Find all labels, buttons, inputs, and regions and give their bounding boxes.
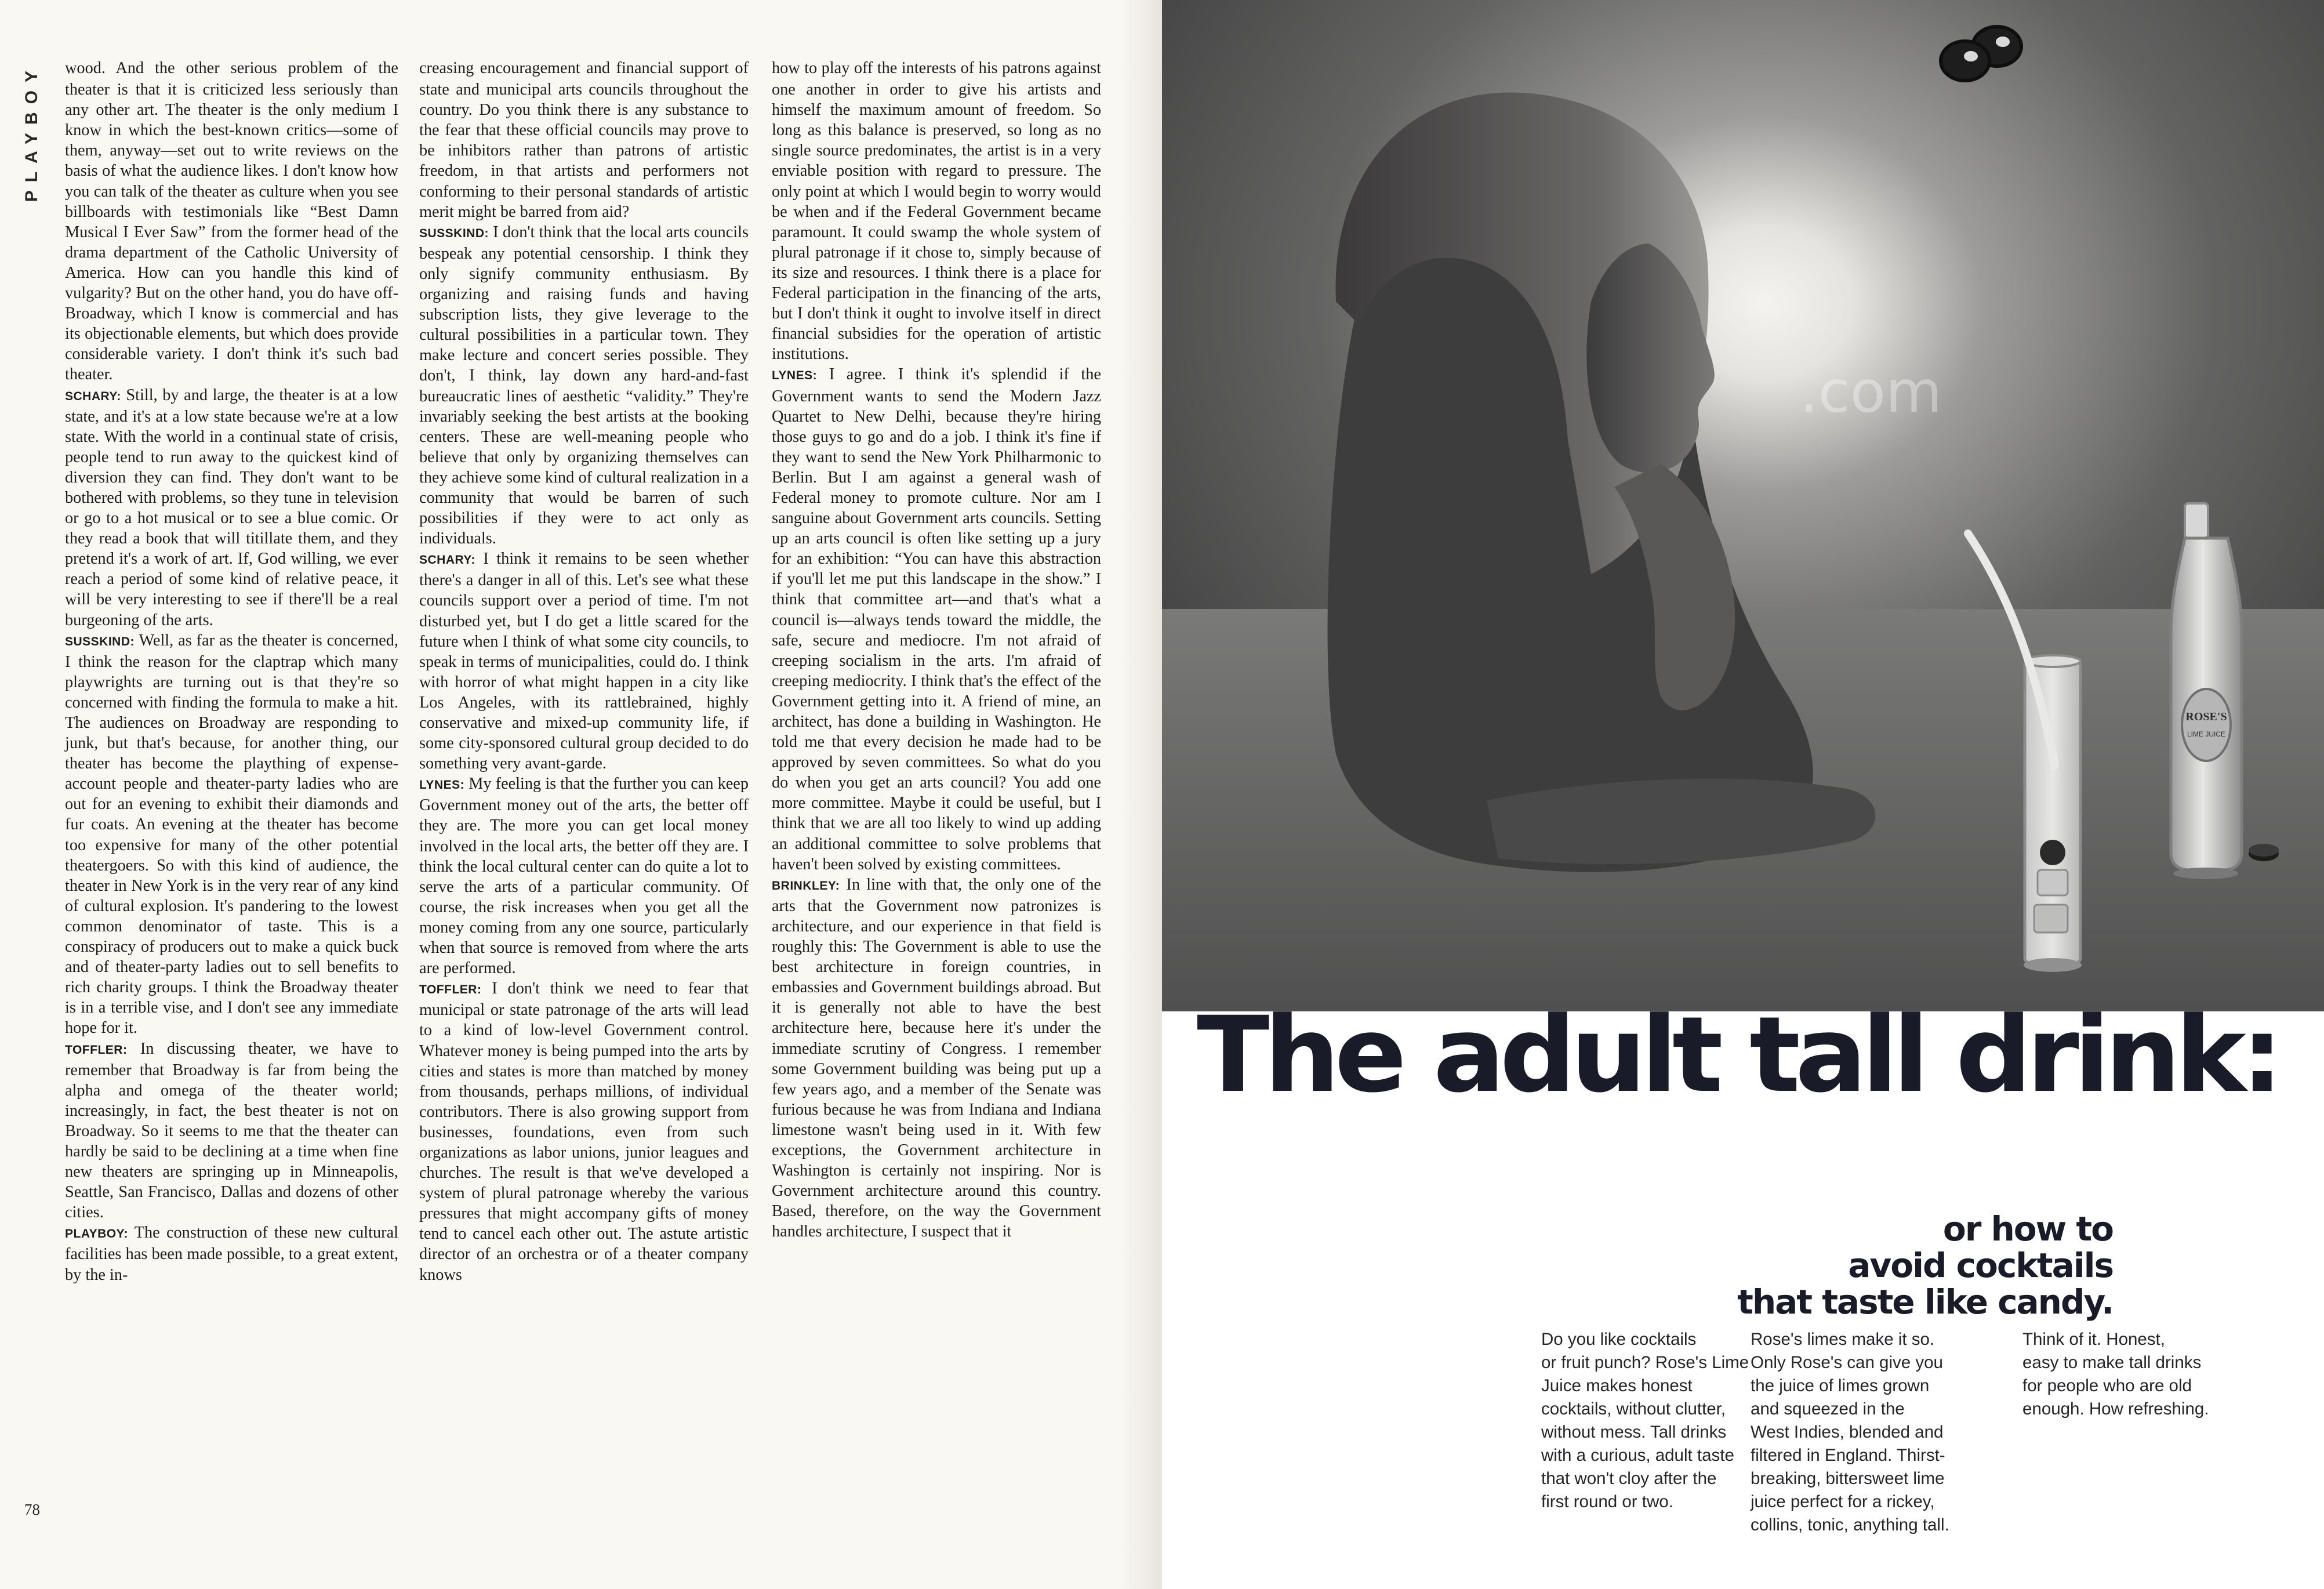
ad-body-column-1 — [1541, 1328, 1749, 1514]
subhead-line: or how to — [1942, 1209, 2113, 1249]
gutter-shadow — [1119, 0, 1164, 1589]
paragraph — [65, 58, 398, 385]
speaker-label: SCHARY: — [419, 553, 475, 567]
speaker-label: SUSSKIND: — [65, 634, 135, 648]
speaker-label: SUSSKIND: — [419, 226, 489, 240]
paragraph — [419, 58, 749, 222]
paragraph — [65, 1039, 398, 1223]
paragraph — [772, 58, 1101, 364]
body-line: that won't cloy after the — [1541, 1469, 1717, 1488]
speaker-label: BRINKLEY: — [772, 879, 840, 893]
paragraph-text: Well, as far as the theater is concerned, I think the reason for the claptrap which many playwrights are turning out is that they're so concerned with finding the formula to make a hit. The audiences on Broadway are responding to junk, but that's because, for another thing, our theater has become the plaything of expense-account people and theater-party ladies who are out for an evening to exhibit their diamonds and fur coats. An evening at the theater has become too expensive for many of the other potential theatergoers. So with this kind of audience, the theater in New York is in the very rear of any kind of cultural explosion. It's pandering to the lowest common denominator of taste. This is a conspiracy of producers out to make a quick buck and of theater-party ladies out to sell benefits to rich charity groups. I think the Broadway theater is in a terrible vise, and I don't see any immediate hope for it. — [65, 631, 398, 1037]
page-number: 78 — [24, 1501, 40, 1518]
body-line: Only Rose's can give you — [1751, 1353, 1943, 1372]
body-line: for people who are old — [2022, 1376, 2192, 1395]
speaker-label: SCHARY: — [65, 389, 121, 403]
body-line: enough. How refreshing. — [2022, 1399, 2209, 1419]
subhead-line: that taste like candy. — [1737, 1282, 2113, 1322]
paragraph — [65, 1222, 398, 1285]
body-line: juice perfect for a rickey, — [1751, 1492, 1935, 1511]
body-line: breaking, bittersweet lime — [1751, 1469, 1945, 1488]
speaker-label: LYNES: — [419, 778, 465, 792]
roses-lime-juice-bottle — [2171, 503, 2242, 879]
body-line: Think of it. Honest, — [2022, 1330, 2165, 1349]
paragraph-text: Still, by and large, the theater is at a low state, and it's at a low state because we're at a low state. With the world in a continual state of crisis, people tend to run away to the quickest kind of diversion they can find. They don't want to be bothered with problems, so they tune in television or go to a hot musical or to see a blue comic. Or they read a book that will titillate them, and they pretend it's a work of art. If, God willing, we ever reach a period of some kind of relative peace, it will be very interesting to see if there'll be a real burgeoning of the arts. — [65, 386, 398, 629]
paragraph — [419, 549, 749, 774]
body-line: first round or two. — [1541, 1492, 1673, 1511]
body-line: with a curious, adult taste — [1541, 1446, 1734, 1465]
body-line: cocktails, without clutter, — [1541, 1399, 1726, 1419]
bottle-brand: ROSE'S — [2185, 710, 2227, 723]
paragraph-text: I think it remains to be seen whether there's a danger in all of this. Let's see what these councils support over a period of time. I'm not disturbed yet, but I do get a little scared for the future when I think of what some city councils, to speak in terms of municipalities, could do. I think with horror of what might happen in a city like Los Angeles, with its rattlebrained, highly conservative and mixed-up community life, if some city-sponsored cultural group decided to do something very avant-garde. — [419, 550, 749, 773]
watermark: .com — [1800, 358, 1942, 426]
paragraph-text: In line with that, the only one of the arts that the Government now patronizes is architecture, and our experience in that field is roughly this: The Government is able to use the best architecture in foreign countries, in embassies and Government buildings abroad. But it is generally not able to have the best architecture here, because here it's under the immediate scrutiny of Congress. I remember some Government building was being put up a few years ago, and a member of the Senate was furious because he was from Indiana and Indiana limestone wasn't being used in it. With few exceptions, the Government architecture in Washington is certainly not inspiring. Nor is Government architecture around this country. Based, therefore, on the way the Government handles architecture, I suspect that it — [772, 875, 1101, 1241]
paragraph-text: creasing encouragement and financial support of state and municipal arts councils throughout the country. Do you think there is any substance to the fear that these official councils may prove to be inhibitors rather than patrons of artistic freedom, in that artists and performers not conforming to their personal standards of artistic merit might be barred from aid? — [419, 59, 749, 221]
paragraph — [419, 222, 749, 549]
speaker-label: LYNES: — [772, 369, 818, 383]
paragraph-text: I don't think we need to fear that municipal or state patronage of the arts will lead to a kind of low-level Government control. Whatever money is being pumped into the arts by cities and states is more than matched by money from thousands, perhaps millions, of individual contributors. There is also growing support from businesses, foundations, even from such organizations as labor unions, junior leagues and churches. The result is that we've developed a system of plural patronage whereby the various pressures that might accompany gifts of money tend to cancel each other out. The astute artistic director of an orchestra or of a theater company knows — [419, 979, 749, 1284]
tall-glass — [2024, 655, 2082, 972]
paragraph-text: The construction of these new cultural facilities has been made possible, to a great extent, by the in- — [65, 1224, 398, 1284]
body-line: filtered in England. Thirst- — [1751, 1446, 1945, 1465]
text-column-1 — [65, 58, 398, 1285]
body-line: without mess. Tall drinks — [1541, 1423, 1727, 1442]
speaker-label: PLAYBOY: — [65, 1227, 129, 1241]
ad-body-column-3 — [2022, 1328, 2243, 1421]
speaker-label: TOFFLER: — [419, 983, 482, 997]
body-line: Rose's limes make it so. — [1751, 1330, 1935, 1349]
paragraph — [772, 875, 1101, 1242]
paragraph — [65, 385, 398, 630]
speaker-label: TOFFLER: — [65, 1043, 128, 1057]
body-line: West Indies, blended and — [1751, 1423, 1944, 1442]
paragraph-text: My feeling is that the further you can keep Government money out of the arts, the better off they are. The more you can get local money involved in the local arts, the better off they are. I think the local cultural center can do quite a lot to serve the arts of a particular community. Of course, the risk increases when you get all the money coming from any one source, particularly when that source is removed from where the arts are performed. — [419, 775, 749, 978]
text-column-2 — [419, 58, 749, 1285]
paragraph-text: how to play off the interests of his patrons against one another in order to give his artists and himself the maximum amount of freedom. So long as this balance is preserved, so long as no single source predominates, the artist is in a very enviable position with regard to pressure. The only point at which I would begin to worry would be when and if the Federal Government became paramount. It could swamp the whole system of plural patronage if it chose to, simply because of its size and resources. I think there is a place for Federal participation in the financing of the arts, but I don't think it ought to involve itself in direct financial subsidies for the operation of artistic institutions. — [772, 59, 1101, 364]
paragraph — [772, 364, 1101, 874]
ad-subhead — [1684, 1211, 2113, 1320]
paragraph — [419, 774, 749, 978]
paragraph — [419, 978, 749, 1285]
bottle-cap — [2249, 844, 2279, 861]
subhead-line: avoid cocktails — [1848, 1246, 2113, 1285]
paragraph-text: I agree. I think it's splendid if the Government wants to send the Modern Jazz Quartet to New Delhi, because they're hiring those guys to go and do a job. I think it's fine if they want to send the New York Philharmonic to Berlin. But I am against a general wash of Federal money to promote culture. Nor am I sanguine about Government arts councils. Setting up an arts council is often like setting up a jury for an exhibition: “You can have this abstraction if you'll let me put this landscape in the show.” I think that committee art—and that's what a council is—always tends toward the middle, the safe, secure and mediocre. I'm not afraid of creeping socialism in the arts. I'm afraid of creeping mediocrity. I think that's the effect of the Government getting into it. A friend of mine, an architect, has done a building in Washington. He told me that every decision he made had to be approved by seven committees. So what do you do when you get an arts council? You add one more committee. Maybe it could be useful, but I think that we are all too likely to wind up adding an additional committee to solve problems that haven't been solved by existing committees. — [772, 365, 1101, 873]
body-line: the juice of limes grown — [1751, 1376, 1930, 1395]
paragraph-text: wood. And the other serious problem of the theater is that it is criticized less seriously than any other art. The theater is the only medium I know in which the best-known critics—some of them, anyway—set out to write reviews on the basis of what the audience likes. I don't know how you can talk of the theater as culture when you see billboards with testimonials like “Best Damn Musical I Ever Saw” from the former head of the drama department of the Catholic University of America. How can you handle this kind of vulgarity? But on the other hand, you do have off-Broadway, which I know is commercial and has its objectionable elements, but which does provide considerable variety. I don't think it's such bad theater. — [65, 59, 398, 384]
text-column-3 — [772, 58, 1101, 1242]
paragraph — [65, 630, 398, 1039]
bottle-product: LIME JUICE — [2187, 730, 2226, 738]
running-head: PLAYBOY — [22, 63, 41, 202]
body-line: Juice makes honest — [1541, 1376, 1693, 1395]
paragraph-text: In discussing theater, we have to remember that Broadway is far from being the alpha and omega of the theater world; increasingly, in fact, the best theater is not on Broadway. So it seems to me that the theater can hardly be said to be declining at a time when fine new theaters are springing up in Minneapolis, Seattle, San Francisco, Dallas and dozens of other cities. — [65, 1039, 398, 1222]
body-line: collins, tonic, anything tall. — [1751, 1515, 1949, 1534]
body-line: easy to make tall drinks — [2022, 1353, 2202, 1372]
ad-headline: The adult tall drink: — [1197, 995, 2278, 1116]
body-line: or fruit punch? Rose's Lime — [1541, 1353, 1749, 1372]
body-line: Do you like cocktails — [1541, 1330, 1697, 1349]
ad-body-column-2 — [1751, 1328, 1949, 1537]
paragraph-text: I don't think that the local arts councils bespeak any potential censorship. I think they only signify community enthusiasm. By organizing and raising funds and having subscription lists, they give leverage to the cultural possibilities in a particular town. They make lecture and concert series possible. They don't, I think, lay down any hard-and-fast bureaucratic lines of aesthetic “validity.” They're invariably seeking the best artists at the booking centers. These are well-meaning people who believe that only by organizing themselves can they achieve some kind of cultural realization in a community that would be barren of such possibilities if they were to act only as individuals. — [419, 223, 749, 548]
ad-photograph — [1162, 0, 2324, 1011]
body-line: and squeezed in the — [1751, 1399, 1905, 1419]
advertisement-page — [1162, 0, 2324, 1589]
